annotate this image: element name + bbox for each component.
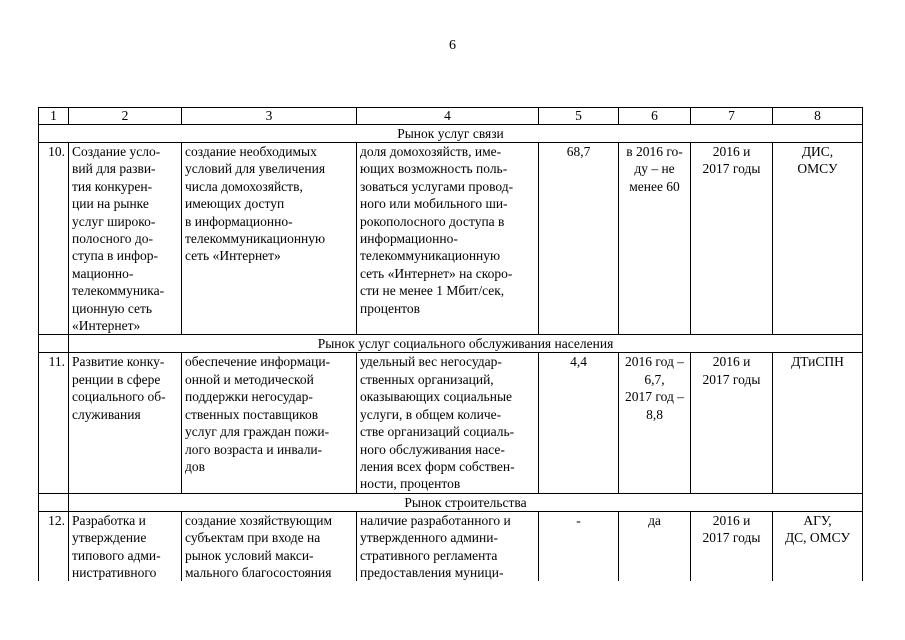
- measures-table: [38, 107, 863, 581]
- section-title: Рынок услуг социального обслуживания населения: [69, 335, 863, 353]
- col-header: 5: [539, 108, 619, 125]
- section-title: Рынок строительства: [69, 493, 863, 511]
- col-header: 6: [619, 108, 691, 125]
- executor-cell: ДИС, ОМСУ: [773, 143, 863, 335]
- table-row: [39, 353, 863, 493]
- section-title: Рынок услуг связи: [39, 125, 863, 143]
- section-heading-row: [39, 493, 863, 511]
- goal-cell: обеспечение информаци- онной и методической поддержки негосудар- ственных поставщиков услуг для граждан пожи- лого возраста и инвали- дов: [182, 353, 357, 493]
- section-heading-row: [39, 335, 863, 353]
- target-value-cell: в 2016 го- ду – не менее 60: [619, 143, 691, 335]
- measure-cell: Разработка и утверждение типового адми- нистративного: [69, 511, 182, 581]
- row-number: 12.: [39, 511, 69, 581]
- base-value-cell: 4,4: [539, 353, 619, 493]
- col-header: 1: [39, 108, 69, 125]
- goal-cell: создание хозяйствующим субъектам при входе на рынок условий макси- мального благосостояния: [182, 511, 357, 581]
- table-row: [39, 143, 863, 335]
- base-value-cell: -: [539, 511, 619, 581]
- col-header: 8: [773, 108, 863, 125]
- section-heading-row: [39, 125, 863, 143]
- page-number: 6: [449, 38, 456, 53]
- row-number: 11.: [39, 353, 69, 493]
- empty-cell: [39, 335, 69, 353]
- col-header: 2: [69, 108, 182, 125]
- base-value-cell: 68,7: [539, 143, 619, 335]
- row-number: 10.: [39, 143, 69, 335]
- col-header: 7: [691, 108, 773, 125]
- measure-cell: Создание усло- вий для разви- тия конкурен- ции на рынке услуг широко- полосного до- ступа в инфор- мационно- телекоммуника- ционную сеть «Интернет»: [69, 143, 182, 335]
- target-value-cell: да: [619, 511, 691, 581]
- indicator-cell: наличие разработанного и утвержденного админи- стративного регламента предоставления муници-: [357, 511, 539, 581]
- indicator-cell: доля домохозяйств, име- ющих возможность поль- зоваться услугами провод- ного или мобильного ши- рокополосного доступа в информационно- телекоммуникационную сеть «Интернет» на скоро- сти не менее 1 Мбит/сек, процентов: [357, 143, 539, 335]
- period-cell: 2016 и 2017 годы: [691, 143, 773, 335]
- table-row: [39, 511, 863, 581]
- empty-cell: [39, 493, 69, 511]
- goal-cell: создание необходимых условий для увеличения числа домохозяйств, имеющих доступ в информационно- телекоммуникационную сеть «Интернет»: [182, 143, 357, 335]
- period-cell: 2016 и 2017 годы: [691, 511, 773, 581]
- col-header: 3: [182, 108, 357, 125]
- target-value-cell: 2016 год – 6,7, 2017 год – 8,8: [619, 353, 691, 493]
- col-header: 4: [357, 108, 539, 125]
- measure-cell: Развитие конку- ренции в сфере социального об- служивания: [69, 353, 182, 493]
- executor-cell: ДТиСПН: [773, 353, 863, 493]
- indicator-cell: удельный вес негосудар- ственных организаций, оказывающих социальные услуги, в общем количе- стве организаций социаль- ного обслуживания насе- ления всех форм собствен- ности, процентов: [357, 353, 539, 493]
- period-cell: 2016 и 2017 годы: [691, 353, 773, 493]
- executor-cell: АГУ, ДС, ОМСУ: [773, 511, 863, 581]
- column-number-row: [39, 108, 863, 125]
